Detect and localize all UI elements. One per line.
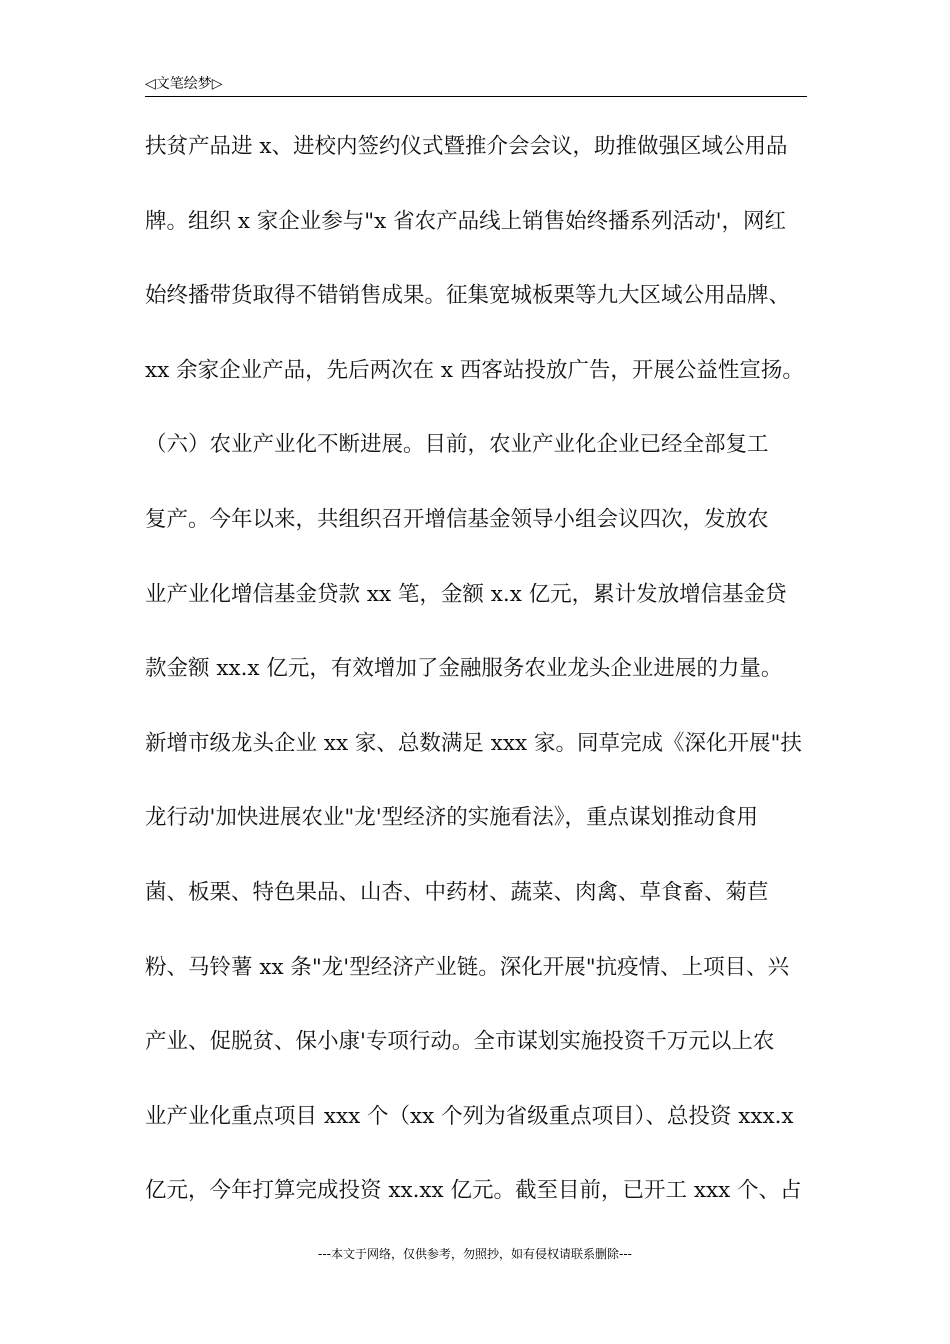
body-line: 菌、板栗、特色果品、山杏、中药材、蔬菜、肉禽、草食畜、菊苣 — [145, 879, 769, 905]
body-line: xx 余家企业产品，先后两次在 x 西客站投放广告，开展公益性宣扬。 — [145, 357, 804, 383]
body-line: 款金额 xx.x 亿元，有效增加了金融服务农业龙头企业进展的力量。 — [145, 656, 783, 682]
body-line: （六）农业产业化不断进展。目前，农业产业化企业已经全部复工 — [145, 432, 769, 458]
page-header — [145, 74, 807, 97]
body-line: 复产。今年以来，共组织召开增信基金领导小组会议四次，发放农 — [145, 506, 769, 532]
body-line: 业产业化增信基金贷款 xx 笔，金额 x.x 亿元，累计发放增信基金贷 — [145, 581, 787, 607]
body-line: 新增市级龙头企业 xx 家、总数满足 xxx 家。同草完成《深化开展"扶 — [145, 730, 802, 756]
body-line: 龙行动'加快进展农业"龙'型经济的实施看法》，重点谋划推动食用 — [145, 805, 758, 831]
document-body — [145, 126, 813, 1245]
body-line: 始终播带货取得不错销售成果。征集宽城板栗等九大区域公用品牌、 — [145, 283, 791, 309]
header-title: ◁文笔绘梦▷ — [145, 76, 223, 92]
body-line: 扶贫产品进 x、进校内签约仪式暨推介会会议，助推做强区域公用品 — [145, 134, 788, 159]
body-line: 粉、马铃薯 xx 条"龙'型经济产业链。深化开展"抗疫情、上项目、兴 — [145, 954, 790, 980]
body-line: 业产业化重点项目 xxx 个（xx 个列为省级重点项目）、总投资 xxx.x — [145, 1103, 794, 1129]
body-line: 产业、促脱贫、保小康'专项行动。全市谋划实施投资千万元以上农 — [145, 1029, 775, 1055]
page-footer: ---本文于网络，仅供参考，勿照抄，如有侵权请联系删除--- — [318, 1247, 632, 1261]
body-line: 亿元，今年打算完成投资 xx.xx 亿元。截至目前，已开工 xxx 个、占 — [145, 1178, 802, 1204]
body-line: 牌。组织 x 家企业参与"x 省农产品线上销售始终播系列活动'，网红 — [145, 208, 787, 234]
